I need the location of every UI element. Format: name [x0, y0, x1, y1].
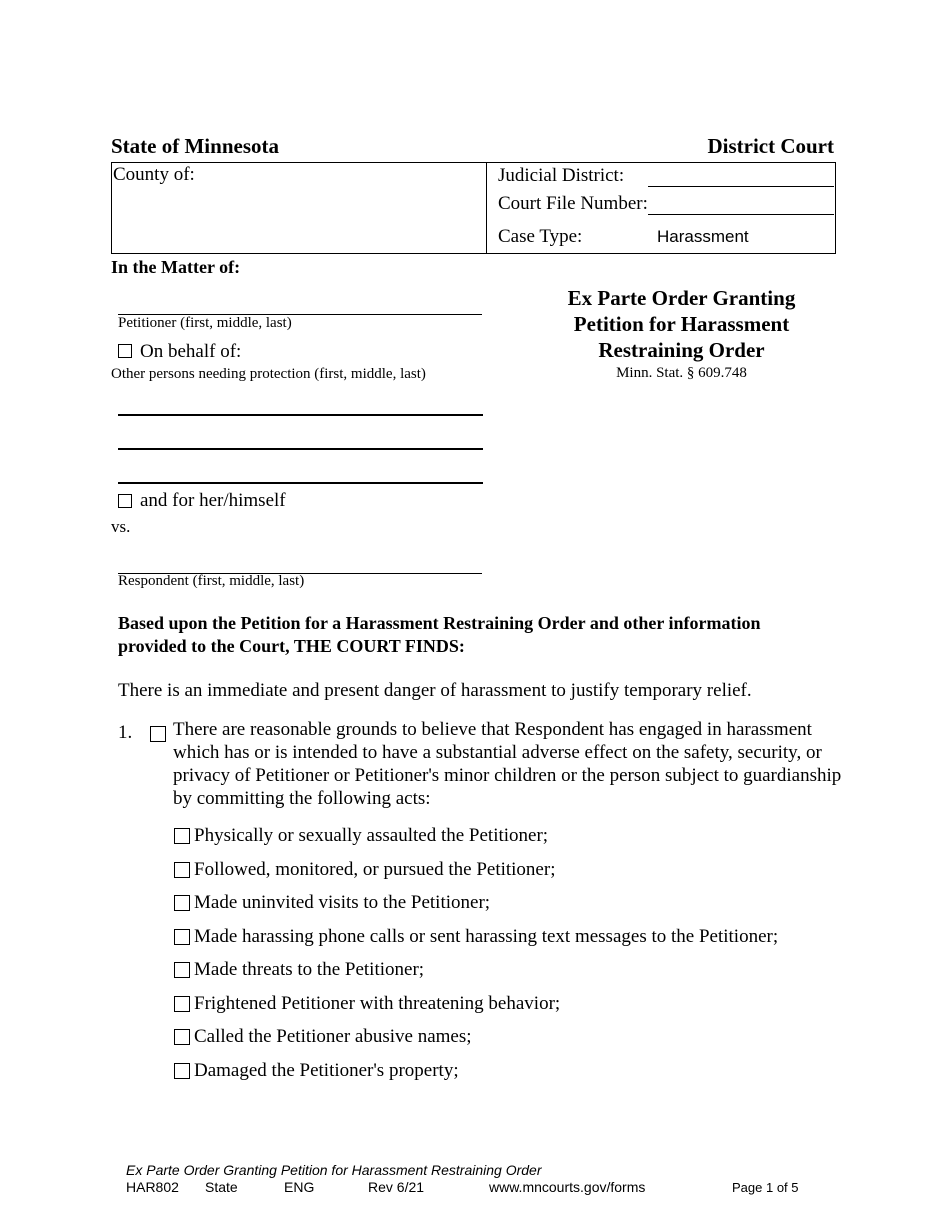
and-for-self-label: and for her/himself: [140, 490, 286, 511]
court-file-number-field[interactable]: [648, 214, 834, 215]
judicial-district-label: Judicial District:: [498, 165, 625, 186]
and-for-self-checkbox[interactable]: [118, 494, 132, 508]
item-1-number: 1.: [118, 722, 133, 743]
danger-finding: There is an immediate and present danger of harassment to justify temporary relief.: [118, 680, 752, 701]
on-behalf-of-label: On behalf of:: [140, 341, 242, 362]
case-type-label: Case Type:: [498, 226, 583, 247]
act-label: Frightened Petitioner with threatening behavior;: [194, 993, 561, 1014]
statute-reference: Minn. Stat. § 609.748: [616, 365, 747, 381]
act-label: Made uninvited visits to the Petitioner;: [194, 892, 491, 913]
court-file-number-label: Court File Number:: [498, 193, 648, 214]
act-checkbox[interactable]: [174, 962, 190, 978]
other-person-line-2[interactable]: [118, 448, 483, 450]
footer-revision: Rev 6/21: [368, 1179, 425, 1195]
court-heading: District Court: [707, 134, 834, 158]
title-line-3: Restraining Order: [598, 338, 765, 362]
act-label: Physically or sexually assaulted the Petitioner;: [194, 825, 549, 846]
item-1-line-4: by committing the following acts:: [173, 788, 431, 809]
title-line-1: Ex Parte Order Granting: [567, 286, 796, 310]
act-checkbox[interactable]: [174, 862, 190, 878]
county-label: County of:: [113, 164, 195, 185]
act-label: Followed, monitored, or pursued the Petitioner;: [194, 859, 556, 880]
act-label: Made threats to the Petitioner;: [194, 959, 425, 980]
item-1-line-1: There are reasonable grounds to believe that Respondent has engaged in harassment: [173, 719, 812, 740]
item-1-checkbox[interactable]: [150, 726, 166, 742]
act-label: Damaged the Petitioner's property;: [194, 1060, 459, 1081]
item-1-line-2: which has or is intended to have a substantial adverse effect on the safety, security, or: [173, 742, 822, 763]
footer-page-number: Page 1 of 5: [732, 1180, 799, 1195]
act-checkbox[interactable]: [174, 1029, 190, 1045]
footer-website[interactable]: www.mncourts.gov/forms: [489, 1179, 646, 1195]
other-person-line-3[interactable]: [118, 482, 483, 484]
judicial-district-field[interactable]: [648, 186, 834, 187]
order-title: [530, 285, 833, 383]
state-heading: State of Minnesota: [111, 134, 279, 158]
findings-intro-line-1: Based upon the Petition for a Harassment Restraining Order and other information: [118, 613, 761, 633]
act-checkbox[interactable]: [174, 1063, 190, 1079]
footer-jurisdiction: State: [205, 1179, 238, 1195]
in-the-matter-of: In the Matter of:: [111, 257, 241, 277]
petitioner-label: Petitioner (first, middle, last): [118, 315, 292, 331]
other-persons-label: Other persons needing protection (first, middle, last): [111, 366, 426, 382]
respondent-label: Respondent (first, middle, last): [118, 573, 305, 589]
act-label: Called the Petitioner abusive names;: [194, 1026, 472, 1047]
act-checkbox[interactable]: [174, 895, 190, 911]
act-checkbox[interactable]: [174, 828, 190, 844]
on-behalf-of-checkbox[interactable]: [118, 344, 132, 358]
footer-language: ENG: [284, 1179, 315, 1195]
item-1-line-3: privacy of Petitioner or Petitioner's minor children or the person subject to guardianship: [173, 765, 842, 786]
findings-intro-line-2: provided to the Court, THE COURT FINDS:: [118, 636, 465, 656]
act-checkbox[interactable]: [174, 996, 190, 1012]
footer-form-title: Ex Parte Order Granting Petition for Harassment Restraining Order: [126, 1162, 542, 1178]
case-type-value[interactable]: Harassment: [657, 227, 749, 246]
vs-label: vs.: [111, 517, 131, 536]
act-checkbox[interactable]: [174, 929, 190, 945]
title-line-2: Petition for Harassment: [573, 312, 790, 336]
footer-form-id: HAR802: [126, 1179, 179, 1195]
act-label: Made harassing phone calls or sent harassing text messages to the Petitioner;: [194, 926, 779, 947]
other-person-line-1[interactable]: [118, 414, 483, 416]
caption-divider: [486, 163, 487, 253]
